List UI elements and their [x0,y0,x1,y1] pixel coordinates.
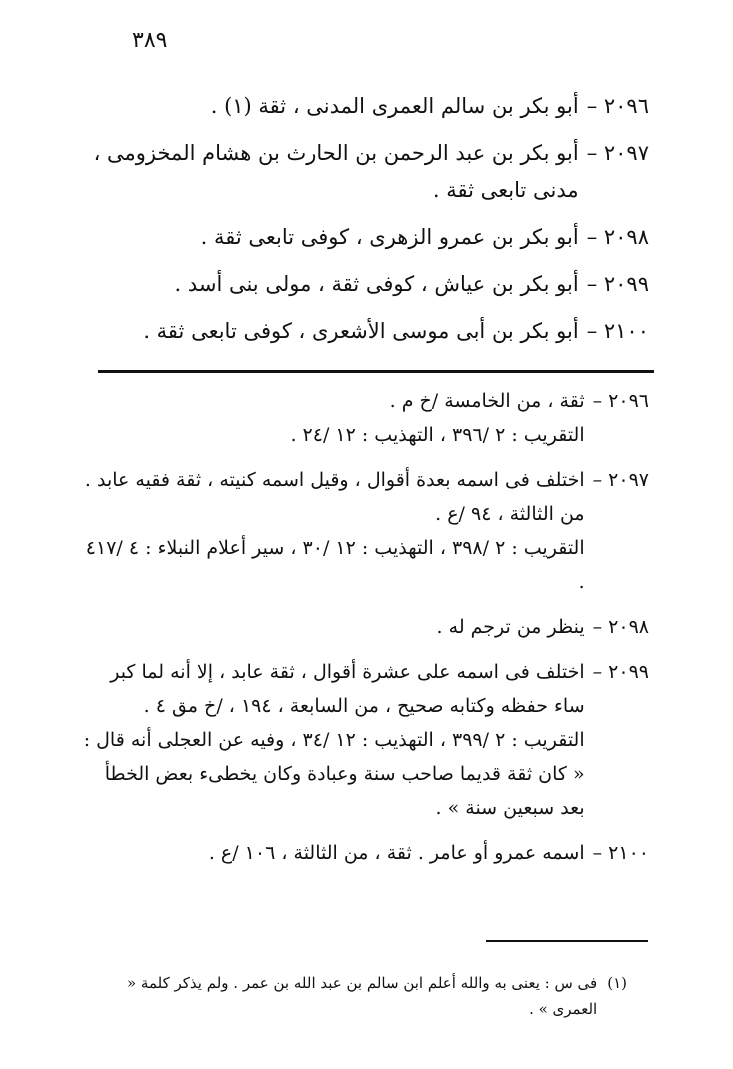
note-body [83,655,585,825]
entry-text: أبو بكر بن عمرو الزهرى ، كوفى تابعى ثقة . [200,225,579,249]
footnote-text: فى س : يعنى به والله أعلم ابن سالم بن عبد الله بن عمر . ولم يذكر كلمة « العمرى » . [126,974,598,1018]
entry-2097 [89,135,649,209]
entry-text: أبو بكر بن أبى موسى الأشعرى ، كوفى تابعى ثقة . [143,319,579,343]
footnote-mark: (١) [607,974,627,992]
note-2099 [83,655,649,825]
footnote-divider [486,940,648,942]
entry-number: ٢٠٩٩ – [586,272,649,296]
entry-text: أبو بكر بن عياش ، كوفى ثقة ، مولى بنى أسد . [174,272,579,296]
note-number: ٢٠٩٦ – [592,390,649,412]
entry-number: ٢٠٩٧ – [586,141,649,165]
entry-number: ٢٠٩٨ – [586,225,649,249]
entry-2098 [89,219,649,256]
note-2100 [83,836,649,870]
page-number: ٣٨٩ [132,28,168,53]
note-paragraph: ثقة ، من الخامسة /خ م . [389,390,585,412]
footnote [107,970,627,1022]
commentary-notes [83,384,649,881]
note-paragraph: التقريب : ٢ /٣٩٦ ، التهذيب : ١٢ /٢٤ . [290,424,585,446]
entry-text: أبو بكر بن عبد الرحمن بن الحارث بن هشام المخزومى ، مدنى تابعى ثقة . [93,141,579,202]
entry-2096 [89,88,649,125]
entry-2100 [89,313,649,350]
note-body [83,384,585,452]
note-number: ٢٠٩٩ – [592,661,649,683]
note-2098 [83,610,649,644]
note-body [83,463,585,599]
note-paragraph: اختلف فى اسمه بعدة أقوال ، وقيل اسمه كنيته ، ثقة فقيه عابد . من الثالثة ، ٩٤ /ع . [84,469,585,525]
note-body [83,836,585,870]
entry-2099 [89,266,649,303]
section-divider [98,370,654,373]
note-paragraph: اختلف فى اسمه على عشرة أقوال ، ثقة عابد ، إلا أنه لما كبر ساء حفظه وكتابه صحيح ، من السابعة ، ١٩٤ ، /خ مق ٤ . التقريب : ٢ /٣٩٩ ، التهذيب : ١٢ /٣٤ ، وفيه عن العجلى أنه قال : « كان ثقة قديما صاحب سنة وعبادة وكان يخطىء بعض الخطأ بعد سبعين سنة » . [83,661,585,819]
note-body [83,610,585,644]
note-number: ٢٠٩٧ – [592,469,649,491]
note-number: ٢١٠٠ – [592,842,649,864]
note-paragraph: التقريب : ٢ /٣٩٨ ، التهذيب : ١٢ /٣٠ ، سير أعلام النبلاء : ٤ /٤١٧ . [85,537,585,593]
note-number: ٢٠٩٨ – [592,616,649,638]
note-paragraph: ينظر من ترجم له . [436,616,585,638]
note-paragraph: اسمه عمرو أو عامر . ثقة ، من الثالثة ، ١٠٦ /ع . [208,842,585,864]
note-2097 [83,463,649,599]
note-2096 [83,384,649,452]
entry-number: ٢٠٩٦ – [586,94,649,118]
entry-text: أبو بكر بن سالم العمرى المدنى ، ثقة (١) . [210,94,579,118]
main-entries [89,88,649,360]
entry-number: ٢١٠٠ – [586,319,649,343]
